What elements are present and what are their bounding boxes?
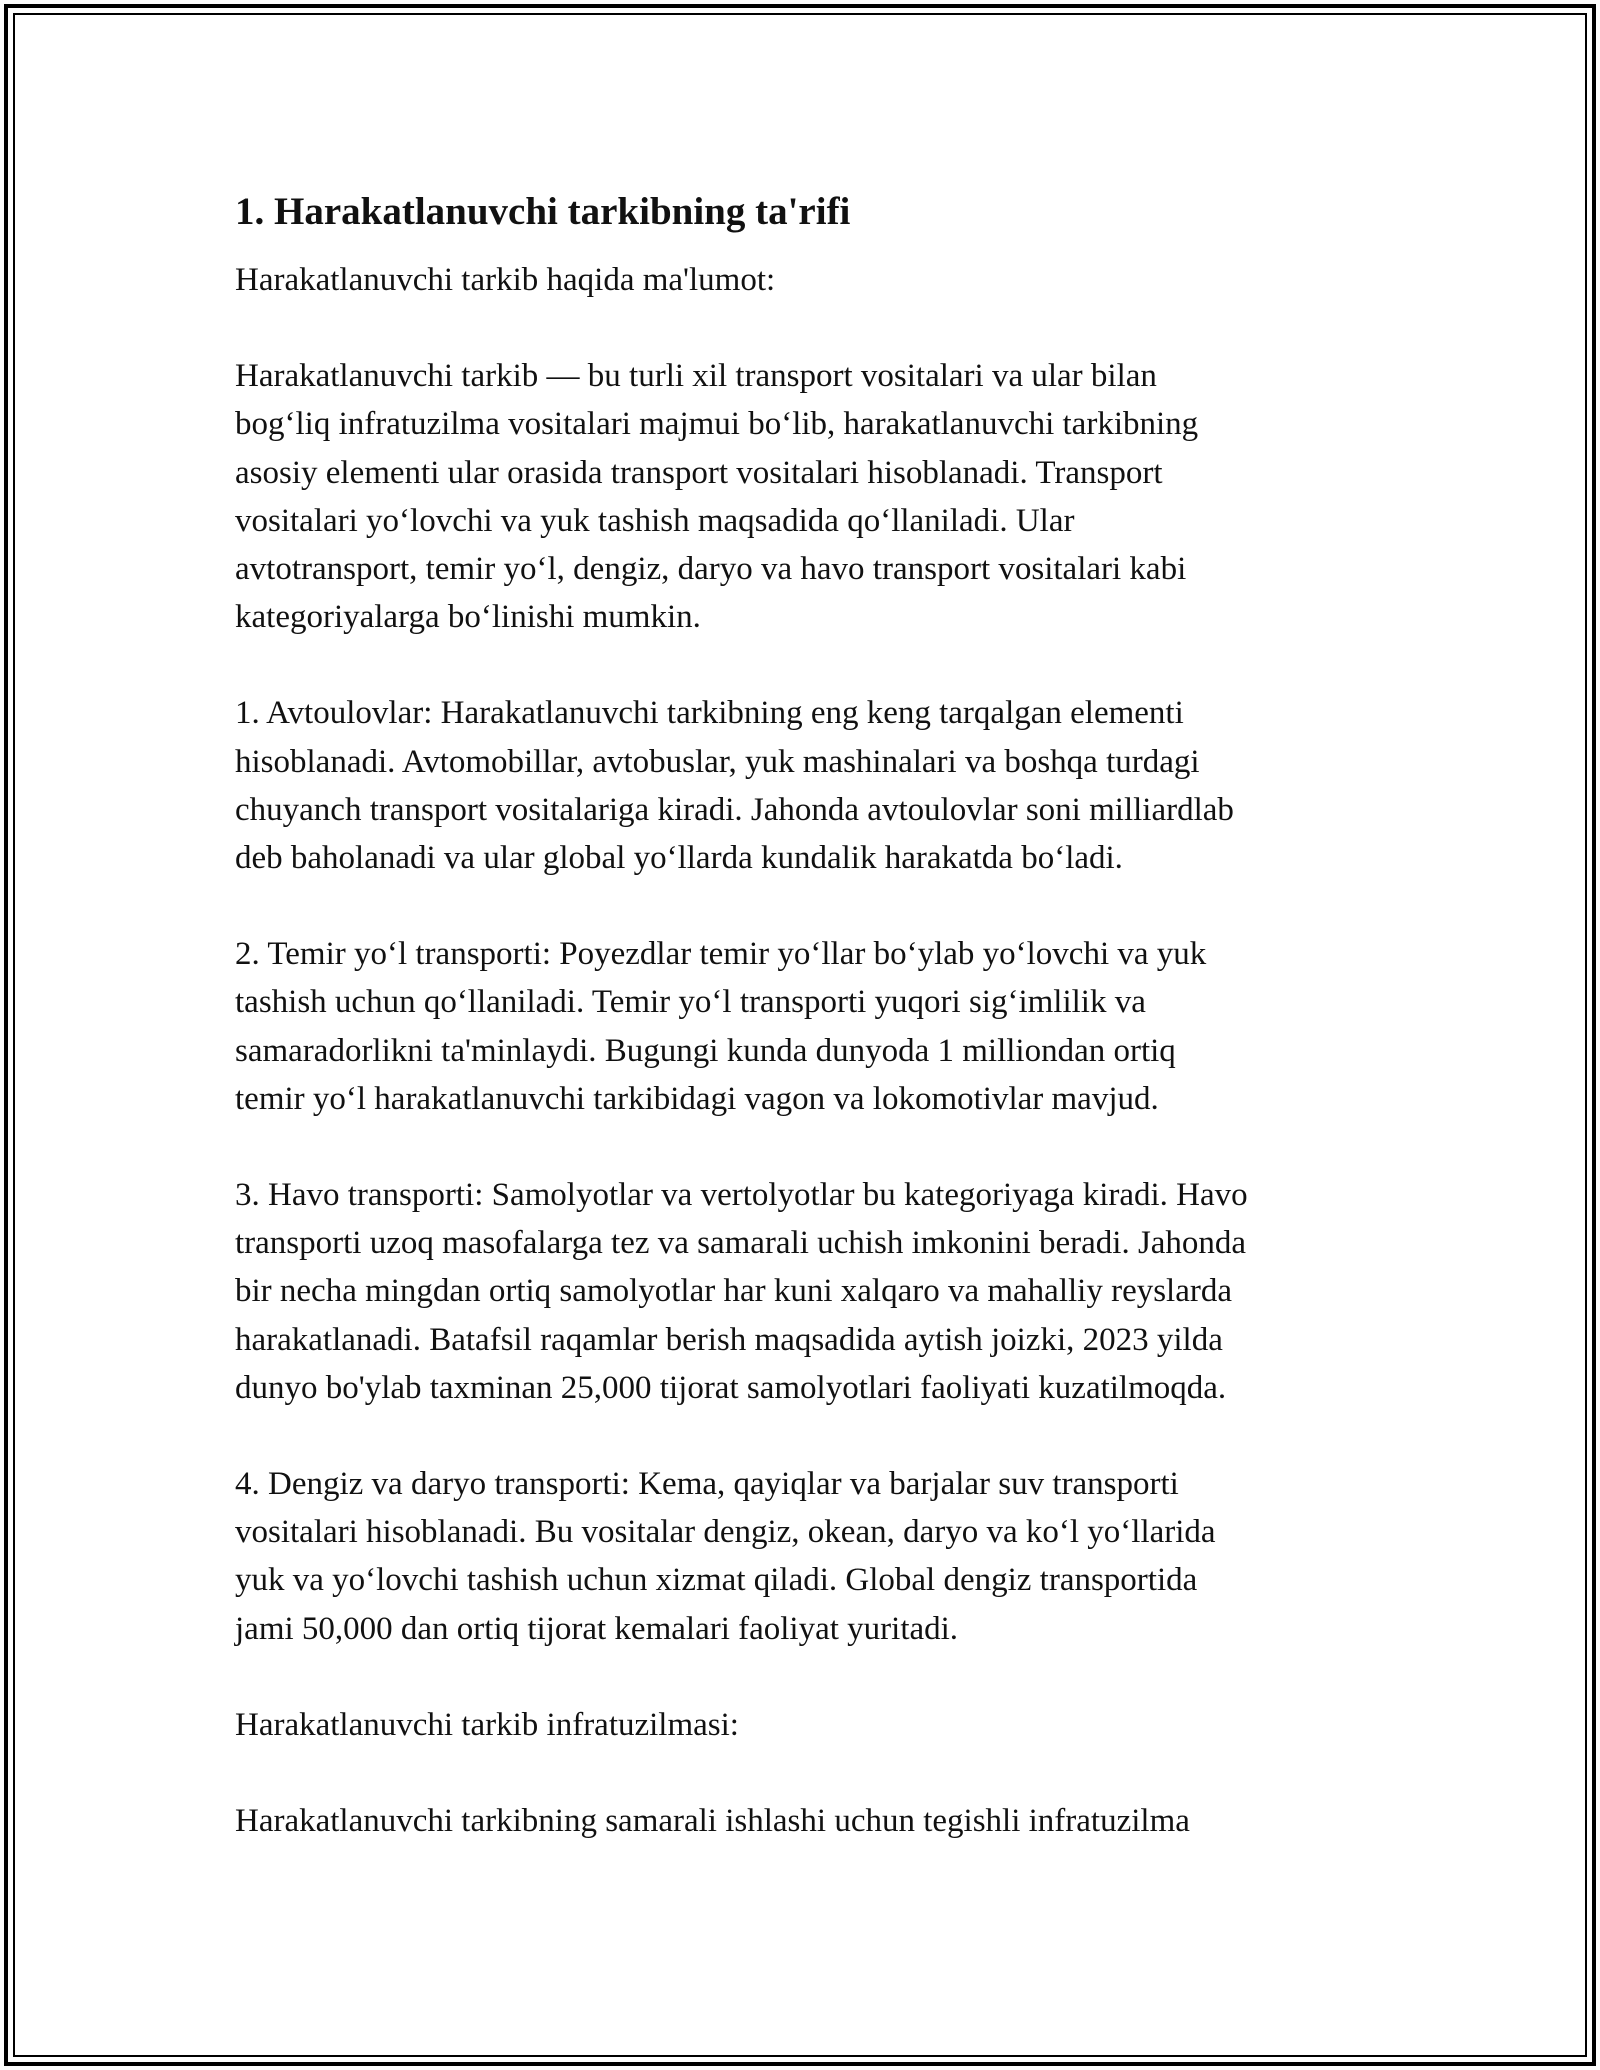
intro-label: Harakatlanuvchi tarkib haqida ma'lumot: <box>235 262 776 298</box>
document-body <box>235 186 1395 1893</box>
definition-paragraph: Harakatlanuvchi tarkib — bu turli xil transport vositalari va ular bilan bog‘liq infratuzilma vositalari majmui bo‘lib, harakatlanuvchi tarkibning asosiy elementi ular orasida transport vositalari hisoblanadi. Transport vositalari yo‘lovchi va yuk tashish maqsadida qo‘llaniladi. Ular avtotransport, temir yo‘l, dengiz, daryo va havo transport vositalari kabi kategoriyalarga bo‘linishi mumkin. <box>235 358 1199 636</box>
item-air-transport: 3. Havo transporti: Samolyotlar va vertolyotlar bu kategoriyaga kiradi. Havo transporti uzoq masofalarga tez va samarali uchish imkonini beradi. Jahonda bir necha mingdan ortiq samolyotlar har kuni xalqaro va mahalliy reyslarda harakatlanadi. Batafsil raqamlar berish maqsadida aytish joizki, 2023 yilda dunyo bo'ylab taxminan 25,000 tijorat samolyotlari faoliyati kuzatilmoqda. <box>235 1177 1248 1406</box>
infrastructure-paragraph: Harakatlanuvchi tarkibning samarali ishlashi uchun tegishli infratuzilma <box>235 1803 1190 1840</box>
item-rail-transport: 2. Temir yo‘l transporti: Poyezdlar temir yo‘llar bo‘ylab yo‘lovchi va yuk tashish uchun qo‘llaniladi. Temir yo‘l transporti yuqori sig‘imlilik va samaradorlikni ta'minlaydi. Bugungi kunda dunyoda 1 milliondan ortiq temir yo‘l harakatlanuvchi tarkibidagi vagon va lokomotivlar mavjud. <box>235 936 1207 1117</box>
item-road-transport: 1. Avtoulovlar: Harakatlanuvchi tarkibning eng keng tarqalgan elementi hisoblanadi. Avtomobillar, avtobuslar, yuk mashinalari va boshqa turdagi chuyanch transport vositalariga kiradi. Jahonda avtoulovlar soni milliardlab deb baholanadi va ular global yo‘llarda kundalik harakatda bo‘ladi. <box>235 695 1234 877</box>
section-heading: 1. Harakatlanuvchi tarkibning ta'rifi <box>235 190 851 233</box>
item-water-transport: 4. Dengiz va daryo transporti: Kema, qayiqlar va barjalar suv transporti vositalari hisoblanadi. Bu vositalar dengiz, okean, daryo va ko‘l yo‘llarida yuk va yo‘lovchi tashish uchun xizmat qiladi. Global dengiz transportida jami 50,000 dan ortiq tijorat kemalari faoliyat yuritadi. <box>235 1466 1216 1647</box>
infrastructure-label: Harakatlanuvchi tarkib infratuzilmasi: <box>235 1706 739 1743</box>
